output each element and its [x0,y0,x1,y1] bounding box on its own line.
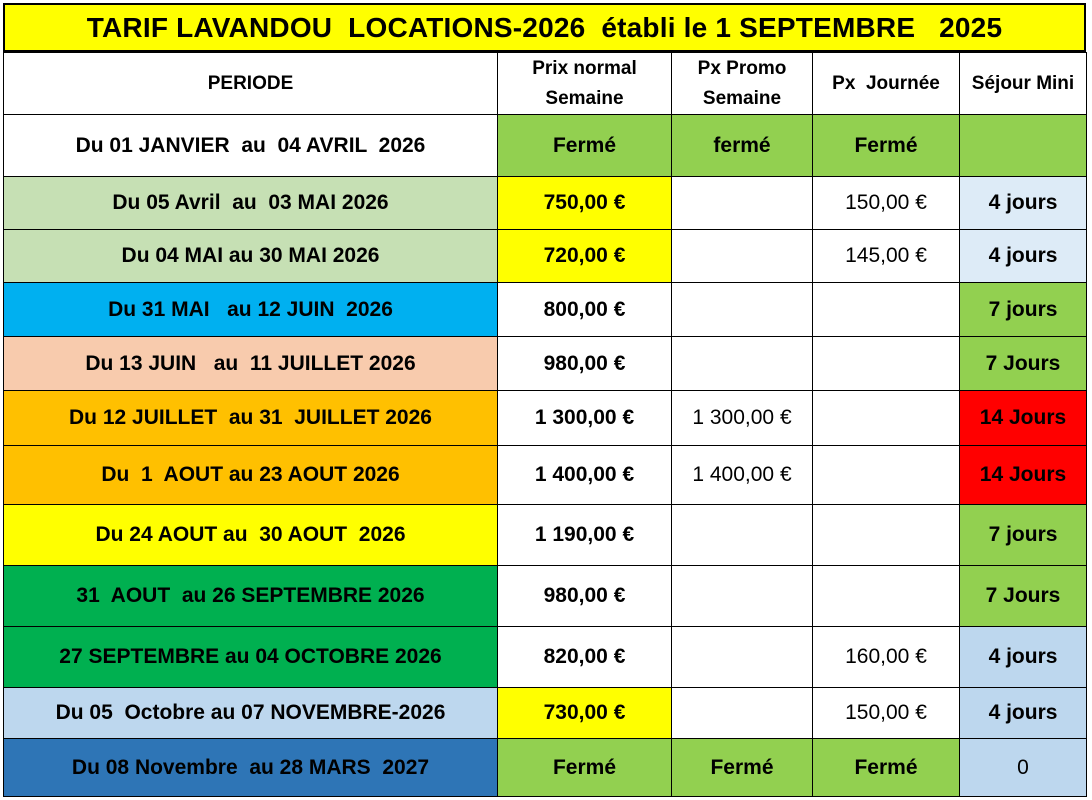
px-promo-cell [672,230,813,283]
prix-normal-cell: 720,00 € [498,230,672,283]
periode-cell: Du 13 JUIN au 11 JUILLET 2026 [4,337,498,391]
periode-cell: 31 AOUT au 26 SEPTEMBRE 2026 [4,566,498,627]
table-row [4,446,1087,505]
periode-cell: 27 SEPTEMBRE au 04 OCTOBRE 2026 [4,627,498,688]
px-journee-cell [813,337,960,391]
table-row [4,391,1087,446]
periode-cell: Du 05 Avril au 03 MAI 2026 [4,177,498,230]
prix-normal-cell: 980,00 € [498,337,672,391]
prix-normal-cell: 1 190,00 € [498,505,672,566]
table-row [4,627,1087,688]
sejour-mini-cell [960,115,1087,177]
sejour-mini-cell: 14 Jours [960,446,1087,505]
px-journee-cell [813,391,960,446]
px-promo-cell: fermé [672,115,813,177]
header-row [4,53,1087,115]
prix-normal-cell: Fermé [498,115,672,177]
periode-cell: Du 04 MAI au 30 MAI 2026 [4,230,498,283]
sejour-mini-cell: 7 jours [960,283,1087,337]
px-journee-cell [813,283,960,337]
table-row [4,337,1087,391]
px-promo-cell: Fermé [672,739,813,797]
sheet-title: TARIF LAVANDOU LOCATIONS-2026 établi le 1 SEPTEMBRE 2025 [3,3,1086,52]
periode-cell: Du 05 Octobre au 07 NOVEMBRE-2026 [4,688,498,739]
periode-cell: Du 31 MAI au 12 JUIN 2026 [4,283,498,337]
prix-normal-cell: 730,00 € [498,688,672,739]
periode-cell: Du 01 JANVIER au 04 AVRIL 2026 [4,115,498,177]
px-promo-cell [672,337,813,391]
px-journee-cell [813,505,960,566]
prix-normal-cell: 1 300,00 € [498,391,672,446]
px-journee-cell: 160,00 € [813,627,960,688]
prix-normal-cell: 820,00 € [498,627,672,688]
sejour-mini-cell: 4 jours [960,688,1087,739]
px-promo-cell [672,177,813,230]
prix-normal-cell: Fermé [498,739,672,797]
sejour-mini-cell: 4 jours [960,627,1087,688]
table-row [4,177,1087,230]
px-journee-cell: 150,00 € [813,177,960,230]
sejour-mini-cell: 7 Jours [960,566,1087,627]
table-row [4,115,1087,177]
sejour-mini-cell: 7 Jours [960,337,1087,391]
prix-normal-cell: 800,00 € [498,283,672,337]
prix-normal-cell: 750,00 € [498,177,672,230]
header-px-journee: Px Journée [813,53,960,115]
sejour-mini-cell: 4 jours [960,230,1087,283]
header-prix-normal-line1: Prix normal [532,57,637,79]
header-px-promo [672,53,813,115]
header-px-promo-line2: Semaine [702,87,782,109]
px-journee-cell: Fermé [813,739,960,797]
table-row [4,566,1087,627]
px-journee-cell [813,446,960,505]
px-promo-cell [672,505,813,566]
sejour-mini-cell: 0 [960,739,1087,797]
header-sejour-mini: Séjour Mini [960,53,1087,115]
periode-cell: Du 24 AOUT au 30 AOUT 2026 [4,505,498,566]
sejour-mini-cell: 14 Jours [960,391,1087,446]
px-journee-cell: 145,00 € [813,230,960,283]
periode-cell: Du 1 AOUT au 23 AOUT 2026 [4,446,498,505]
px-promo-cell: 1 400,00 € [672,446,813,505]
px-journee-cell: Fermé [813,115,960,177]
table-row [4,505,1087,566]
periode-cell: Du 08 Novembre au 28 MARS 2027 [4,739,498,797]
px-promo-cell [672,688,813,739]
px-promo-cell [672,283,813,337]
px-promo-cell [672,566,813,627]
table-row [4,739,1087,797]
tariff-sheet [3,3,1086,794]
periode-cell: Du 12 JUILLET au 31 JUILLET 2026 [4,391,498,446]
px-journee-cell [813,566,960,627]
prix-normal-cell: 1 400,00 € [498,446,672,505]
tariff-table [3,52,1087,797]
px-promo-cell [672,627,813,688]
table-row [4,230,1087,283]
px-promo-cell: 1 300,00 € [672,391,813,446]
sejour-mini-cell: 7 jours [960,505,1087,566]
table-row [4,688,1087,739]
prix-normal-cell: 980,00 € [498,566,672,627]
header-px-promo-line1: Px Promo [697,57,787,79]
table-row [4,283,1087,337]
header-periode: PERIODE [4,53,498,115]
px-journee-cell: 150,00 € [813,688,960,739]
header-prix-normal-line2: Semaine [545,87,624,109]
sejour-mini-cell: 4 jours [960,177,1087,230]
header-prix-normal [498,53,672,115]
